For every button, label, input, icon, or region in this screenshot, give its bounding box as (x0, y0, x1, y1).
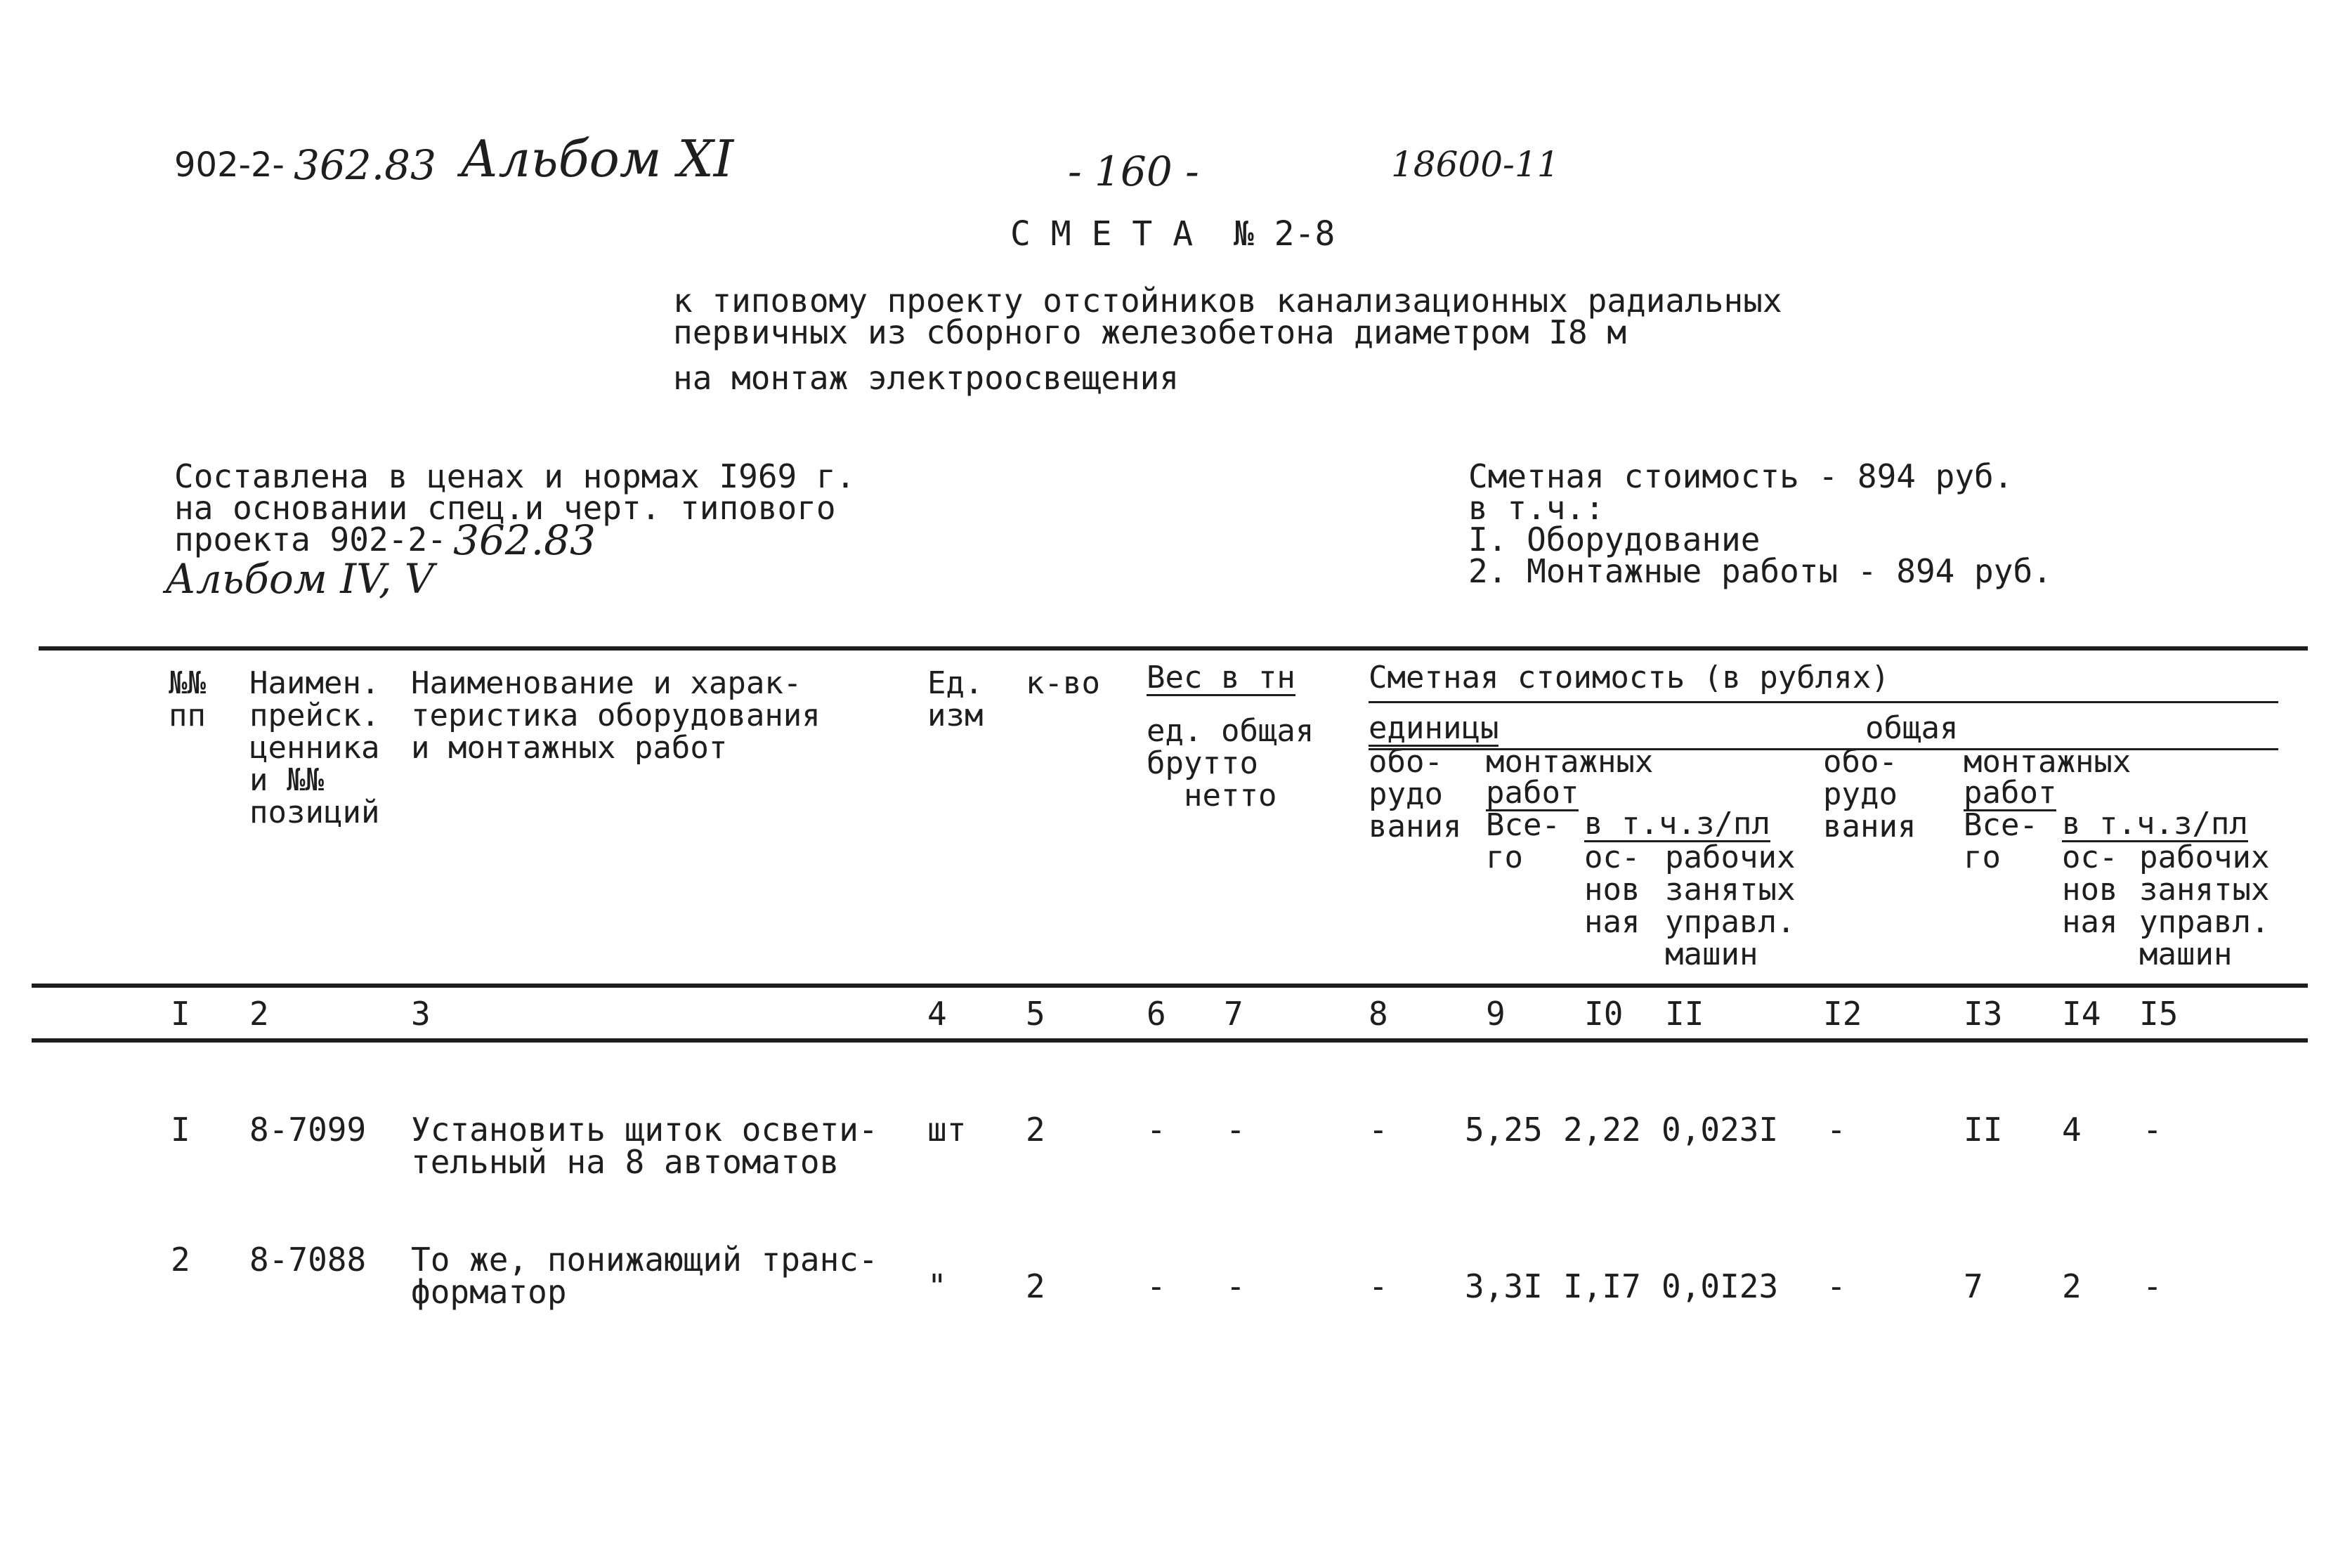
header-mounting-total: монтажных (1964, 744, 2131, 780)
row-mounting-total-machines: - (2143, 1111, 2162, 1149)
header-estimated-cost: Сметная стоимость (в рублях) (1369, 660, 1890, 695)
info-based-on: на основании спец.и черт. типового (174, 489, 836, 527)
cost-including-label: в т.ч.: (1468, 489, 1605, 527)
inventory-number: 18600-11 (1391, 144, 1560, 185)
row-weight-total: - (1226, 1111, 1246, 1149)
row-quantity: 2 (1026, 1267, 1045, 1305)
row-number: 2 (171, 1241, 190, 1279)
info-album-handwritten: Альбом IV, V (165, 555, 434, 603)
row-mounting-unit-basic: I,I7 (1563, 1267, 1641, 1305)
row-mounting-total-all: 7 (1964, 1267, 1983, 1305)
column-number: I0 (1584, 995, 1624, 1033)
column-number: I (171, 995, 190, 1033)
row-description: Установить щиток освети- тельный на 8 автоматов (411, 1111, 878, 1181)
cost-installation-works: 2. Монтажные работы - 894 руб. (1468, 552, 2052, 590)
row-price-code: 8-7099 (249, 1111, 367, 1149)
column-number: 8 (1369, 995, 1388, 1033)
document-code-handwritten: 362.83 (294, 141, 436, 189)
header-works-total: работ (1964, 775, 2057, 811)
cost-header-rule (1369, 701, 2278, 703)
header-including-wages-unit: в т.ч.з/пл (1584, 806, 1770, 842)
header-basic-unit: ос- нов ная (1584, 839, 1640, 940)
document-subtitle-line-3: на монтаж электроосвещения (673, 359, 1180, 397)
page-number: - 160 - (1068, 148, 1199, 195)
header-description: Наименование и харак- теристика оборудования и монтажных работ (411, 665, 821, 766)
row-unit: шт (927, 1111, 967, 1149)
header-machine-workers-unit: рабочих занятых управл. машин (1665, 839, 1796, 972)
header-all-unit: Все- го (1486, 807, 1560, 875)
column-number: I2 (1823, 995, 1862, 1033)
column-number: 7 (1224, 995, 1243, 1033)
row-weight-unit: - (1147, 1111, 1166, 1149)
document-code-printed: 902-2- (174, 145, 285, 185)
row-mounting-unit-all: 5,25 (1465, 1111, 1543, 1149)
header-weight-sub: ед. общая брутто нетто (1147, 713, 1314, 814)
column-number: 9 (1486, 995, 1506, 1033)
document-subtitle-line-1: к типовому проекту отстойников канализационных радиальных (673, 282, 1782, 320)
total-estimated-cost: Сметная стоимость - 894 руб. (1468, 457, 2013, 495)
column-number: 2 (249, 995, 269, 1033)
row-number: I (171, 1111, 190, 1149)
row-equipment-total: - (1827, 1267, 1846, 1305)
header-per-unit: единицы (1369, 710, 1499, 746)
header-quantity: к-во (1026, 665, 1100, 701)
header-price-list: Наимен. прейск. ценника и №№ позиций (249, 665, 380, 830)
header-total: общая (1865, 710, 1959, 746)
column-number: I5 (2139, 995, 2179, 1033)
info-project-printed: проекта 902-2- (174, 521, 447, 558)
header-all-total: Все- го (1964, 807, 2038, 875)
row-price-code: 8-7088 (249, 1241, 367, 1279)
row-mounting-unit-basic: 2,22 (1563, 1111, 1641, 1149)
row-equipment-total: - (1827, 1111, 1846, 1149)
row-mounting-unit-machines: 0,0I23 (1661, 1267, 1779, 1305)
header-unit: Ед. изм (927, 665, 984, 733)
row-equipment-unit: - (1369, 1267, 1388, 1305)
row-mounting-total-machines: - (2143, 1267, 2162, 1305)
column-number: I4 (2062, 995, 2101, 1033)
header-weight: Вес в тн (1147, 660, 1295, 695)
row-weight-total: - (1226, 1267, 1246, 1305)
row-mounting-total-all: II (1964, 1111, 2003, 1149)
info-prices-basis: Составлена в ценах и нормах I969 г. (174, 457, 856, 495)
row-mounting-total-basic: 2 (2062, 1267, 2082, 1305)
column-number: 5 (1026, 995, 1045, 1033)
header-bottom-rule (32, 984, 2308, 988)
header-equipment-unit: обо- рудо вания (1369, 744, 1462, 844)
document-heading: С М Е Т А № 2-8 (1010, 214, 1336, 254)
album-handwritten: Альбом XI (460, 129, 734, 188)
column-numbers-rule (32, 1038, 2308, 1043)
header-equipment-total: обо- рудо вания (1823, 744, 1917, 844)
header-works-unit: работ (1486, 775, 1579, 811)
document-subtitle-line-2: первичных из сборного железобетона диаметром I8 м (673, 313, 1627, 351)
header-machine-workers-total: рабочих занятых управл. машин (2139, 839, 2270, 972)
column-number: I3 (1964, 995, 2003, 1033)
row-quantity: 2 (1026, 1111, 1045, 1149)
column-number: 3 (411, 995, 431, 1033)
header-including-wages-total: в т.ч.з/пл (2062, 806, 2248, 842)
row-description: То же, понижающий транс- форматор (411, 1241, 878, 1311)
table-top-rule (39, 646, 2308, 651)
row-mounting-unit-machines: 0,023I (1661, 1111, 1779, 1149)
cost-equipment: I. Оборудование (1468, 521, 1761, 558)
row-equipment-unit: - (1369, 1111, 1388, 1149)
header-mounting-unit: монтажных (1486, 744, 1654, 780)
info-project-handwritten: 362.83 (453, 516, 596, 564)
row-weight-unit: - (1147, 1267, 1166, 1305)
row-mounting-total-basic: 4 (2062, 1111, 2082, 1149)
row-unit: " (927, 1267, 947, 1305)
row-mounting-unit-all: 3,3I (1465, 1267, 1543, 1305)
column-number: 4 (927, 995, 947, 1033)
header-basic-total: ос- нов ная (2062, 839, 2118, 940)
column-number: 6 (1147, 995, 1166, 1033)
column-number: II (1665, 995, 1704, 1033)
header-item-number: №№ пп (169, 665, 206, 733)
